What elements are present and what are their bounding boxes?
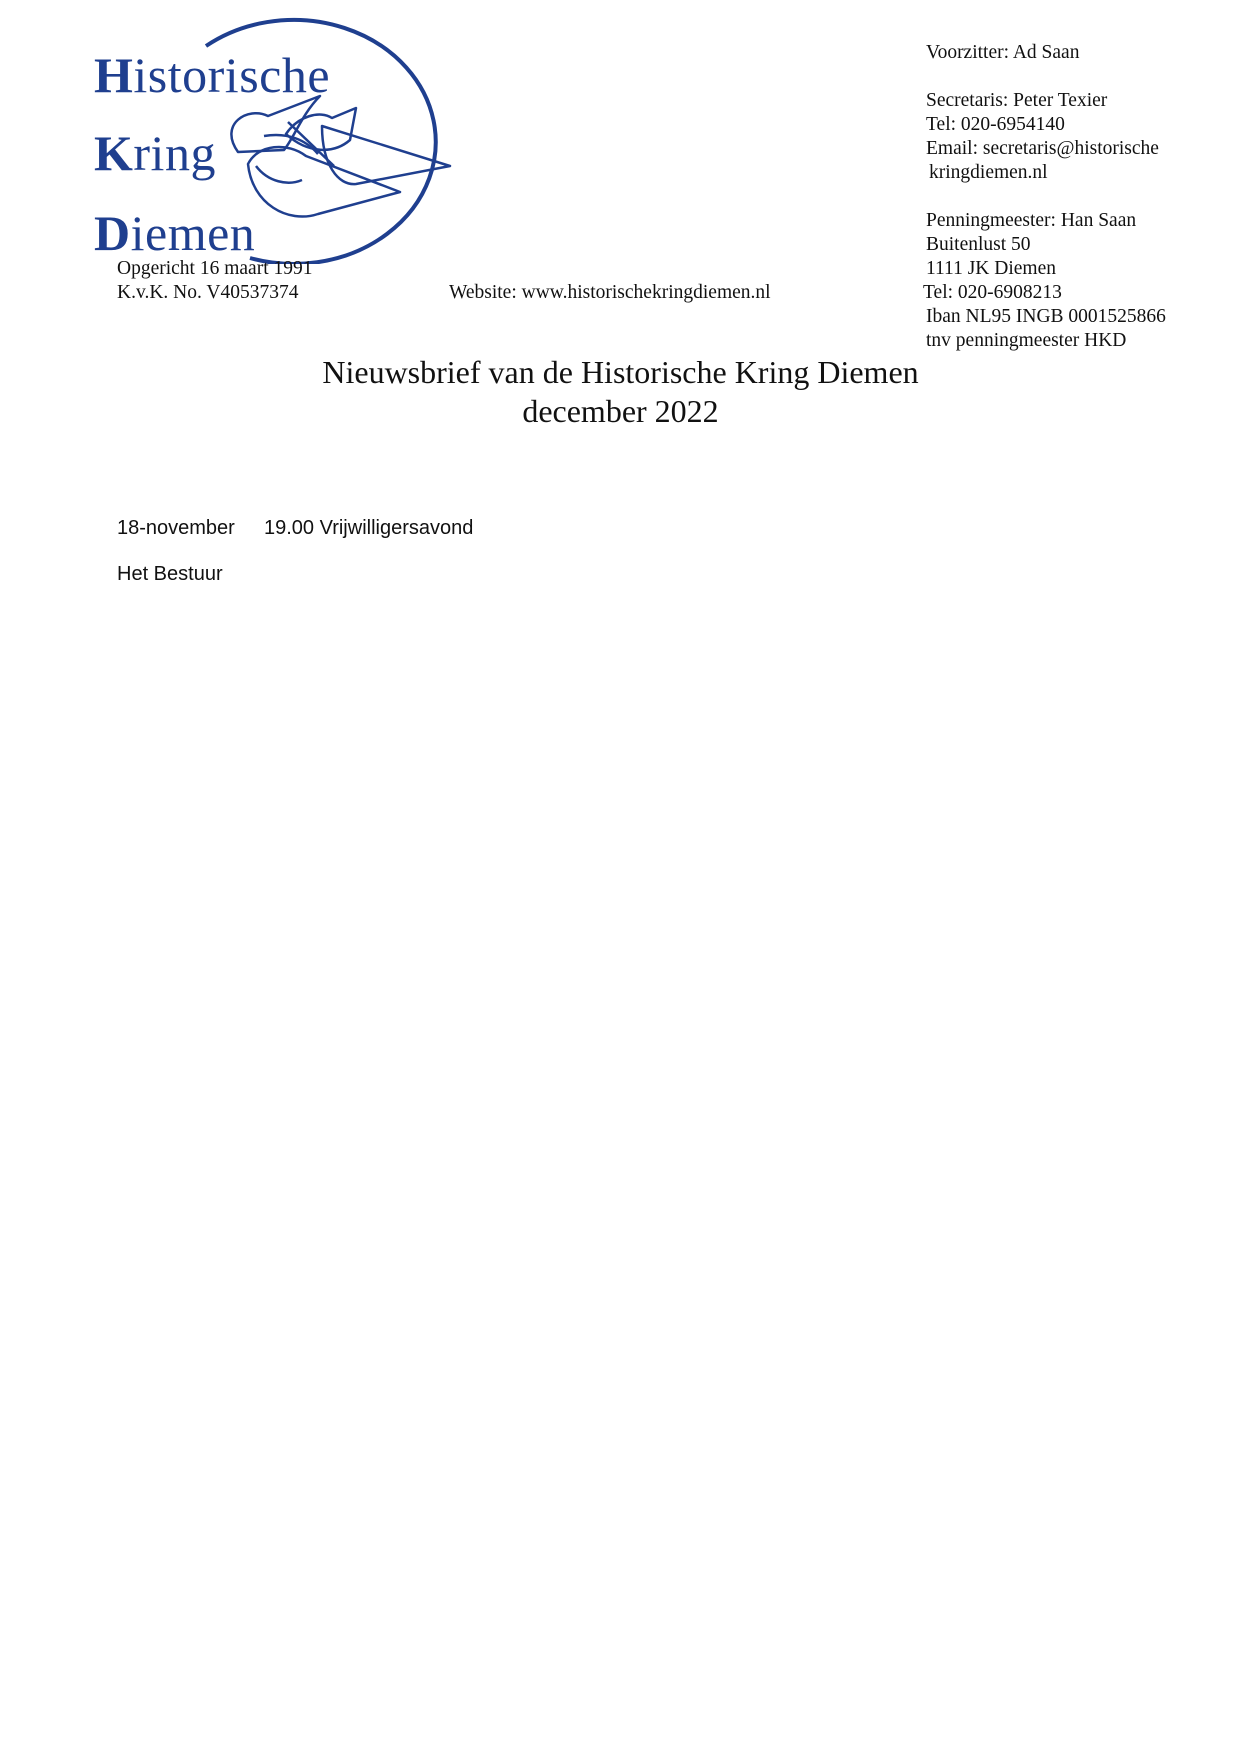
founding-info	[117, 257, 313, 305]
event-description: 19.00 Vrijwilligersavond	[264, 517, 474, 539]
society-logo	[88, 14, 458, 264]
address-street: Buitenlust 50	[926, 234, 1031, 255]
logo-word-historische: Historische	[94, 47, 331, 103]
signoff: Het Bestuur	[117, 563, 223, 585]
secretary-email-line1[interactable]: Email: secretaris@historische	[926, 138, 1159, 159]
event-date: 18-november	[117, 517, 235, 539]
founded-date: Opgericht 16 maart 1991	[117, 258, 313, 279]
newsletter-title-line1: Nieuwsbrief van de Historische Kring Diemen	[322, 354, 919, 390]
logo-word-diemen: Diemen	[94, 205, 256, 261]
chair-name: Voorzitter: Ad Saan	[926, 42, 1080, 63]
contact-block	[923, 41, 1166, 353]
event-list	[117, 517, 473, 540]
treasurer-name: Penningmeester: Han Saan	[926, 210, 1137, 231]
bank-iban: Iban NL95 INGB 0001525866	[926, 306, 1166, 327]
newsletter-issue-date: december 2022	[522, 393, 719, 429]
kvk-number: K.v.K. No. V40537374	[117, 282, 299, 303]
bank-account-holder: tnv penningmeester HKD	[926, 330, 1127, 351]
logo-word-kring: Kring	[94, 125, 216, 181]
secretary-name: Secretaris: Peter Texier	[926, 90, 1108, 111]
treasurer-phone: Tel: 020-6908213	[923, 282, 1062, 303]
event-item	[117, 517, 473, 540]
secretary-phone: Tel: 020-6954140	[926, 114, 1065, 135]
newsletter-title	[0, 353, 1241, 431]
website-link[interactable]: Website: www.historischekringdiemen.nl	[449, 282, 771, 303]
secretary-email-line2[interactable]: kringdiemen.nl	[929, 162, 1048, 183]
address-postcode-city: 1111 JK Diemen	[926, 258, 1056, 279]
